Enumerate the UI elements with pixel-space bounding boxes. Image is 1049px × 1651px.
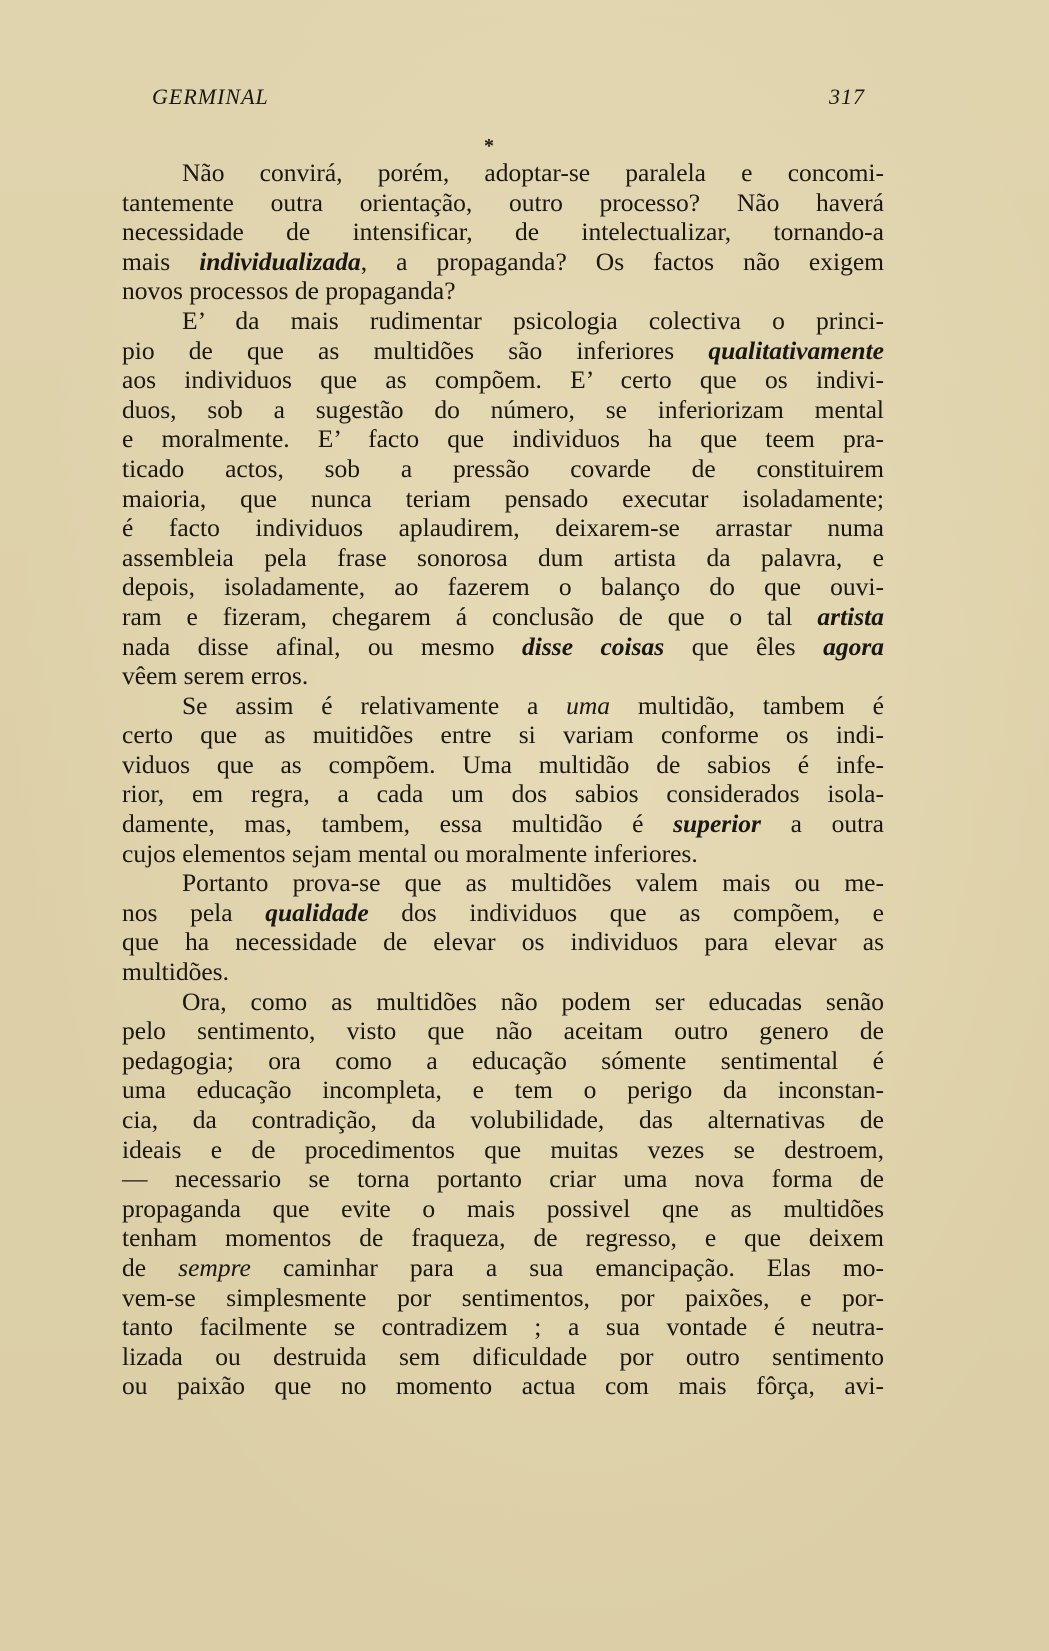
italic-emphasis: uma [566, 690, 611, 720]
text-line: necessidade de intensificar, de intelectualizar, tornando-a [122, 217, 884, 247]
text-line: viduos que as compõem. Uma multidão de sabios é infe- [122, 749, 884, 779]
italic-emphasis: agora [823, 631, 885, 661]
italic-emphasis: disse coisas [522, 631, 665, 661]
text-line: ticado actos, sob a pressão covarde de constituirem [122, 453, 884, 483]
text-line: assembleia pela frase sonorosa dum artista da palavra, e [122, 542, 884, 572]
text-line: novos processos de propaganda? [122, 276, 456, 306]
text-line: rior, em regra, a cada um dos sabios considerados isola- [122, 779, 884, 809]
text-line: tanto facilmente se contradizem ; a sua vontade é neutra- [122, 1312, 884, 1342]
text-line: uma educação incompleta, e tem o perigo da inconstan- [122, 1075, 884, 1105]
italic-emphasis: superior [673, 809, 761, 839]
text-line: damente, mas, tambem, essa multidão é superior a outra [122, 809, 884, 839]
text-line: vêem serem erros. [122, 661, 309, 691]
text-line: Não convirá, porém, adoptar-se paralela e concomi- [182, 158, 884, 187]
running-head [152, 84, 865, 114]
text-line: pio de que as multidões são inferiores qualitativamente [122, 335, 884, 365]
italic-emphasis: qualidade [265, 897, 369, 927]
text-line: duos, sob a sugestão do número, se inferiorizam mental [122, 394, 884, 424]
italic-emphasis: individualizada [199, 246, 361, 276]
text-line: de sempre caminhar para a sua emancipação. Elas mo- [122, 1252, 884, 1282]
page-number: 317 [829, 84, 865, 109]
text-line: ideais e de procedimentos que muitas vezes se destroem, [122, 1134, 884, 1164]
text-line: cia, da contradição, da volubilidade, das alternativas de [122, 1105, 884, 1134]
text-line: propaganda que evite o mais possivel qne as multidões [122, 1193, 884, 1223]
text-line: Ora, como as multidões não podem ser educadas senão [182, 986, 884, 1016]
text-line: Portanto prova-se que as multidões valem mais ou me- [182, 868, 884, 898]
text-line: e moralmente. E’ facto que individuos ha que teem pra- [122, 424, 884, 454]
body-text [122, 158, 884, 1401]
running-title: GERMINAL [152, 84, 269, 109]
text-line: vem-se simplesmente por sentimentos, por paixões, e por- [122, 1282, 884, 1312]
text-line: depois, isoladamente, ao fazerem o balanço do que ouvi- [122, 572, 884, 602]
text-line: — necessario se torna portanto criar uma nova forma de [122, 1164, 884, 1194]
text-line: Se assim é relativamente a uma multidão, tambem é [182, 690, 884, 720]
text-line: nos pela qualidade dos individuos que as compõem, e [122, 897, 884, 927]
text-line: pedagogia; ora como a educação sómente sentimental é [122, 1045, 884, 1075]
text-line: aos individuos que as compõem. E’ certo que os indivi- [122, 365, 884, 395]
text-line: multidões. [122, 957, 229, 987]
text-line: pelo sentimento, visto que não aceitam outro genero de [122, 1016, 884, 1046]
text-line: maioria, que nunca teriam pensado executar isoladamente; [122, 483, 884, 513]
italic-emphasis: qualitativamente [708, 335, 884, 365]
text-line: ou paixão que no momento actua com mais fôrça, avi- [122, 1371, 884, 1401]
italic-emphasis: artista [817, 601, 884, 631]
text-line: mais individualizada, a propaganda? Os factos não exigem [122, 246, 884, 276]
text-line: nada disse afinal, ou mesmo disse coisas que êles agora [122, 631, 885, 661]
text-line: certo que as muitidões entre si variam conforme os indi- [122, 720, 884, 750]
text-line: E’ da mais rudimentar psicologia colectiva o princi- [182, 305, 884, 335]
text-line: cujos elementos sejam mental ou moralmente inferiores. [122, 838, 698, 868]
italic-emphasis: sempre [178, 1252, 251, 1282]
section-asterisk: * [484, 135, 494, 157]
text-line: é facto individuos aplaudirem, deixarem-se arrastar numa [122, 513, 884, 543]
text-line: ram e fizeram, chegarem á conclusão de que o tal artista [122, 601, 884, 631]
text-line: lizada ou destruida sem dificuldade por outro sentimento [122, 1341, 884, 1371]
text-line: tenham momentos de fraqueza, de regresso, e que deixem [122, 1223, 884, 1253]
text-line: que ha necessidade de elevar os individuos para elevar as [122, 927, 884, 957]
text-line: tantemente outra orientação, outro processo? Não haverá [122, 187, 884, 217]
